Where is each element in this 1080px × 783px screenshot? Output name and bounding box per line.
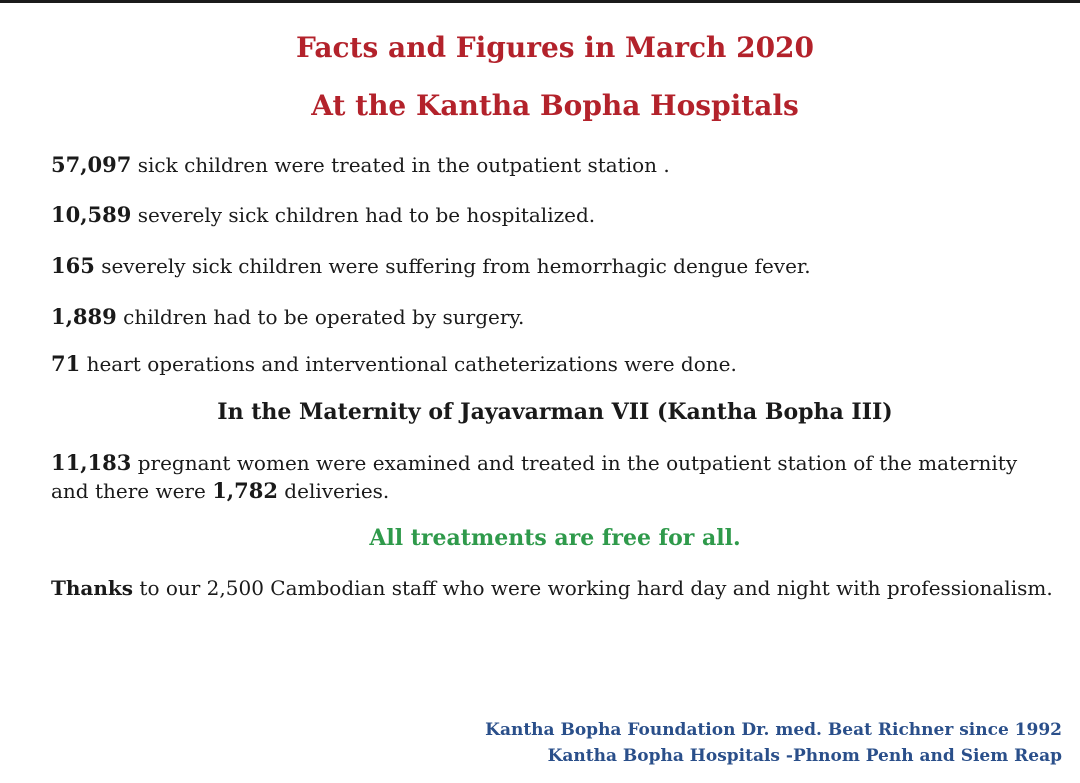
stat-heart-operations [51,351,737,376]
stat-surgery [51,304,524,329]
maternity-number-deliveries: 1,782 [212,478,278,503]
footer-hospitals: Kantha Bopha Hospitals -Phnom Penh and Siem Reap [547,746,1062,766]
maternity-number-examined: 11,183 [51,450,132,475]
stat-number: 10,589 [51,202,132,227]
top-border-line [0,0,1080,3]
page-title: Facts and Figures in March 2020 [295,31,815,64]
stat-number: 71 [51,351,81,376]
stat-text: heart operations and interventional catheterizations were done. [80,352,737,376]
stat-hospitalized [51,202,595,227]
maternity-paragraph [51,449,1061,505]
stat-text: sick children were treated in the outpatient station . [131,153,670,177]
stat-outpatient [51,152,670,177]
stat-text: severely sick children were suffering from hemorrhagic dengue fever. [94,254,811,278]
thanks-text: to our 2,500 Cambodian staff who were working hard day and night with professionalism. [133,576,1053,600]
maternity-heading: In the Maternity of Jayavarman VII (Kantha Bopha III) [217,399,893,425]
page-subtitle: At the Kantha Bopha Hospitals [311,89,799,122]
footer-foundation: Kantha Bopha Foundation Dr. med. Beat Richner since 1992 [485,720,1062,740]
free-treatment-note: All treatments are free for all. [369,525,741,551]
thanks-paragraph [51,574,1061,602]
stat-number: 57,097 [51,152,132,177]
stat-number: 165 [51,253,95,278]
thanks-bold: Thanks [51,576,134,600]
stat-text: children had to be operated by surgery. [116,305,525,329]
maternity-text-2: deliveries. [277,479,390,503]
stat-text: severely sick children had to be hospitalized. [131,203,596,227]
maternity-text-1: pregnant women were examined and treated in the outpatient station of the maternity and there were [51,451,1018,503]
stat-number: 1,889 [51,304,117,329]
stat-dengue [51,253,811,278]
